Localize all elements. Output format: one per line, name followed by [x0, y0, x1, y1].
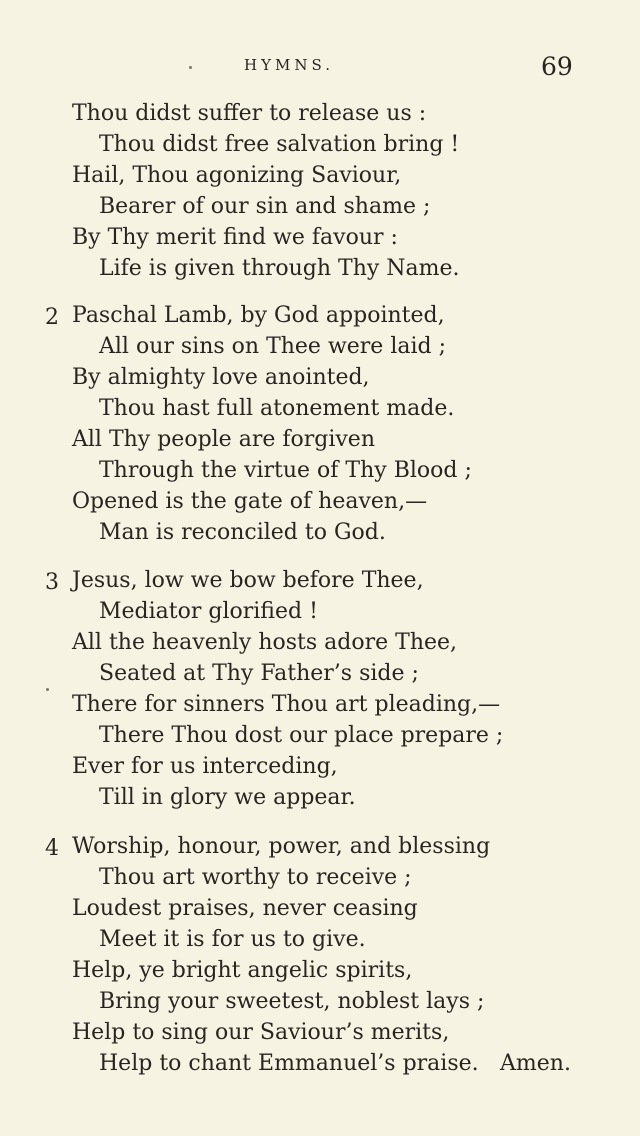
page-number: 69: [541, 52, 573, 81]
verse-line: Help to sing our Saviour’s merits,: [72, 1020, 450, 1045]
verse-line: Seated at Thy Father’s side ;: [99, 661, 419, 686]
verse-line: Life is given through Thy Name.: [99, 256, 460, 281]
verse-line: Hail, Thou agonizing Saviour,: [72, 163, 402, 188]
verse-line: All the heavenly hosts adore Thee,: [72, 630, 458, 655]
verse-line: Help to chant Emmanuel’s praise.: [99, 1051, 479, 1076]
verse-line: There Thou dost our place prepare ;: [99, 723, 504, 748]
page-speck: [189, 66, 192, 69]
stanza-number: 4: [45, 836, 59, 861]
stanza-number: 2: [45, 305, 59, 330]
running-head: [0, 52, 640, 82]
verse-line: Thou art worthy to receive ;: [99, 865, 412, 890]
verse-line: Paschal Lamb, by God appointed,: [72, 303, 445, 328]
running-title: HYMNS.: [244, 56, 334, 74]
verse-line: Bearer of our sin and shame ;: [99, 194, 431, 219]
verse-line: Till in glory we appear.: [99, 785, 356, 810]
verse-line: Through the virtue of Thy Blood ;: [99, 458, 472, 483]
verse-line: Jesus, low we bow before Thee,: [72, 568, 424, 593]
verse-line: Opened is the gate of heaven,—: [72, 489, 428, 514]
verse-line: Man is reconciled to God.: [99, 520, 386, 545]
verse-line: By Thy merit find we favour :: [72, 225, 398, 250]
verse-line: Mediator glorified !: [99, 599, 318, 624]
verse-line: Thou didst suffer to release us :: [72, 101, 427, 126]
verse-line: There for sinners Thou art pleading,—: [72, 692, 501, 717]
verse-line: By almighty love anointed,: [72, 365, 370, 390]
verse-line: Bring your sweetest, noblest lays ;: [99, 989, 485, 1014]
verse-line: All Thy people are forgiven: [72, 427, 375, 452]
amen-text: Amen.: [500, 1051, 571, 1076]
verse-line: Thou didst free salvation bring !: [99, 132, 460, 157]
verse-line: Thou hast full atonement made.: [99, 396, 455, 421]
page-speck: [46, 688, 49, 691]
verse-line: Ever for us interceding,: [72, 754, 338, 779]
verse-line: All our sins on Thee were laid ;: [99, 334, 446, 359]
stanza-number: 3: [45, 570, 59, 595]
verse-line: Worship, honour, power, and blessing: [72, 834, 491, 859]
verse-line: Help, ye bright angelic spirits,: [72, 958, 413, 983]
verse-line: Meet it is for us to give.: [99, 927, 366, 952]
verse-line: Loudest praises, never ceasing: [72, 896, 418, 921]
